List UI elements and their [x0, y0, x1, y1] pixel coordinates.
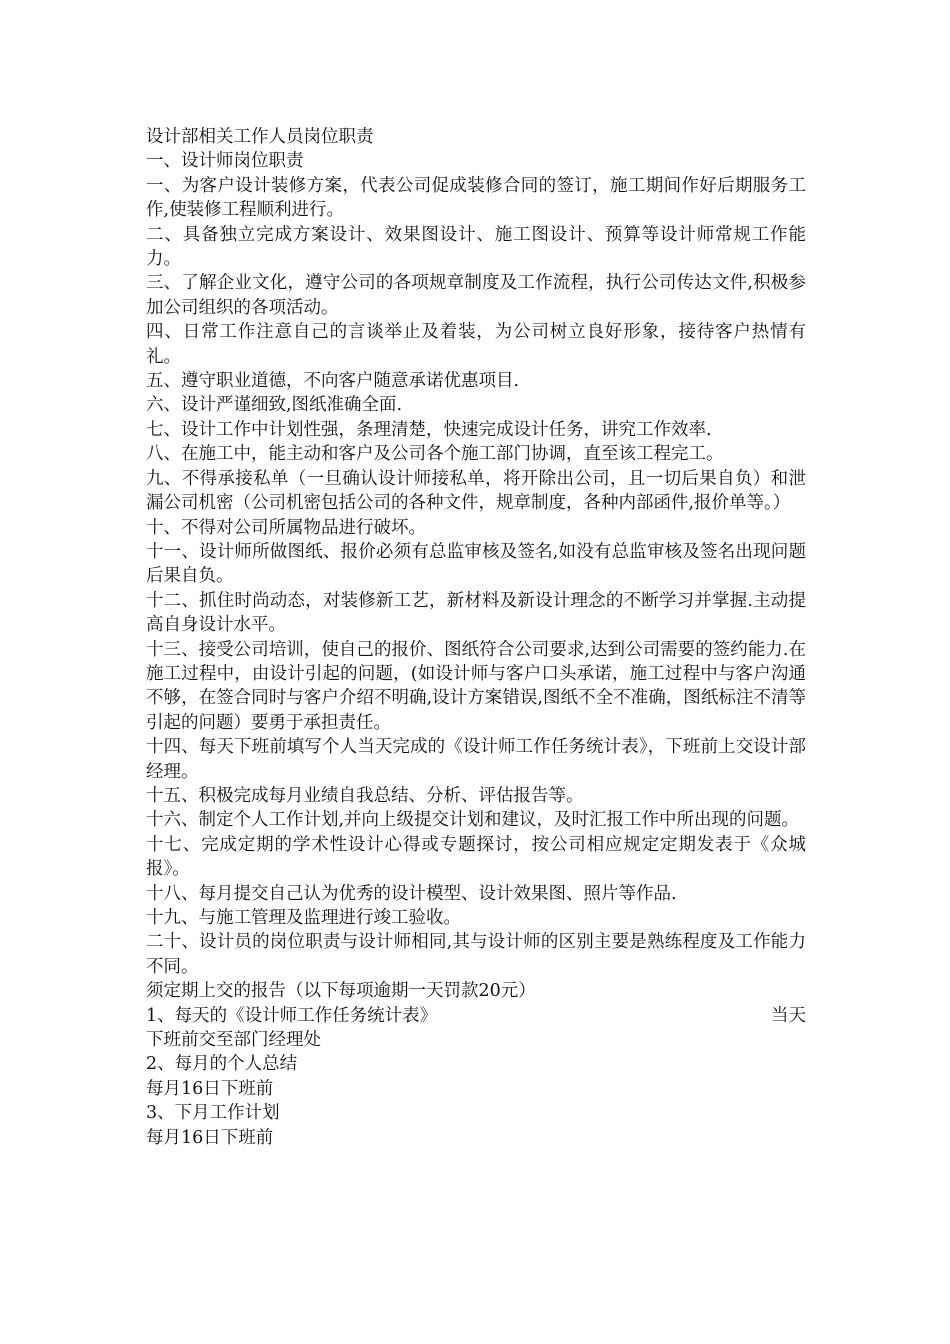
duty-item-14: 十四、每天下班前填写个人当天完成的《设计师工作任务统计表》，下班前上交设计部经理。 [146, 737, 806, 782]
duty-item-12: 十二、抓住时尚动态，对装修新工艺，新材料及新设计理念的不断学习并掌握.主动提高自身设计水平。 [146, 590, 806, 636]
document-body [146, 125, 806, 1150]
duty-item-4: 四、日常工作注意自己的言谈举止及着装，为公司树立良好形象，接待客户热情有礼。 [146, 322, 806, 367]
reports-heading: 须定期上交的报告（以下每项逾期一天罚款20元） [146, 981, 536, 1002]
report-2-name: 2、每月的个人总结 [146, 1054, 298, 1075]
duty-item-15: 十五、积极完成每月业绩自我总结、分析、评估报告等。 [146, 785, 584, 806]
duty-item-2: 二、具备独立完成方案设计、效果图设计、施工图设计、预算等设计师常规工作能力。 [146, 224, 806, 270]
duty-item-17: 十七、完成定期的学术性设计心得或专题探讨，按公司相应规定定期发表于《众城报》。 [146, 834, 806, 880]
duty-item-9: 九、不得承接私单（一旦确认设计师接私单，将开除出公司，且一切后果自负）和泄漏公司机密（公司机密包括公司的各种文件，规章制度，各种内部函件,报价单等。） [146, 468, 806, 514]
duty-item-1: 一、为客户设计装修方案，代表公司促成装修合同的签订，施工期间作好后期服务工作,使装修工程顺利进行。 [146, 175, 806, 221]
duty-item-7: 七、设计工作中计划性强，条理清楚，快速完成设计任务，讲究工作效率. [146, 419, 712, 440]
duty-item-19: 十九、与施工管理及监理进行竣工验收。 [146, 908, 461, 928]
report-1-time-end: 下班前交至部门经理处 [146, 1030, 321, 1051]
report-3-name: 3、下月工作计划 [146, 1103, 280, 1124]
report-1-name: 1、每天的《设计师工作任务统计表》 [146, 1005, 438, 1026]
duty-item-13: 十三、接受公司培训，使自己的报价、图纸符合公司要求,达到公司需要的签约能力.在施工过程中，由设计引起的问题，(如设计师与客户口头承诺，施工过程中与客户沟通不够，在签合同时与客户介绍不明确,设计方案错误,图纸不全不准确，图纸标注不清等引起的问题）要勇于承担责任。 [146, 639, 806, 733]
report-1-row [146, 1004, 806, 1028]
duty-item-3: 三、了解企业文化，遵守公司的各项规章制度及工作流程，执行公司传达文件,积极参加公司组织的各项活动。 [146, 273, 806, 318]
duty-item-8: 八、在施工中，能主动和客户及公司各个施工部门协调，直至该工程完工。 [146, 444, 724, 465]
document-title: 设计部相关工作人员岗位职责 [146, 127, 374, 147]
report-3-time: 每月16日下班前 [146, 1127, 274, 1148]
duty-item-6: 六、设计严谨细致,图纸准确全面. [146, 395, 403, 416]
report-1-time-start: 当天 [771, 1005, 806, 1026]
duty-item-20: 二十、设计员的岗位职责与设计师相同,其与设计师的区别主要是熟练程度及工作能力不同。 [146, 932, 806, 977]
section-heading: 一、设计师岗位职责 [146, 151, 304, 172]
duty-item-18: 十八、每月提交自己认为优秀的设计模型、设计效果图、照片等作品. [146, 883, 677, 904]
duty-item-5: 五、遵守职业道德，不向客户随意承诺优惠项目. [146, 371, 520, 392]
duty-item-11: 十一、设计师所做图纸、报价必须有总监审核及签名,如没有总监审核及签名出现问题后果自负。 [146, 541, 806, 587]
report-2-time: 每月16日下班前 [146, 1078, 274, 1099]
duty-item-10: 十、不得对公司所属物品进行破坏。 [146, 517, 426, 538]
duty-item-16: 十六、制定个人工作计划,并向上级提交计划和建议，及时汇报工作中所出现的问题。 [146, 810, 800, 831]
